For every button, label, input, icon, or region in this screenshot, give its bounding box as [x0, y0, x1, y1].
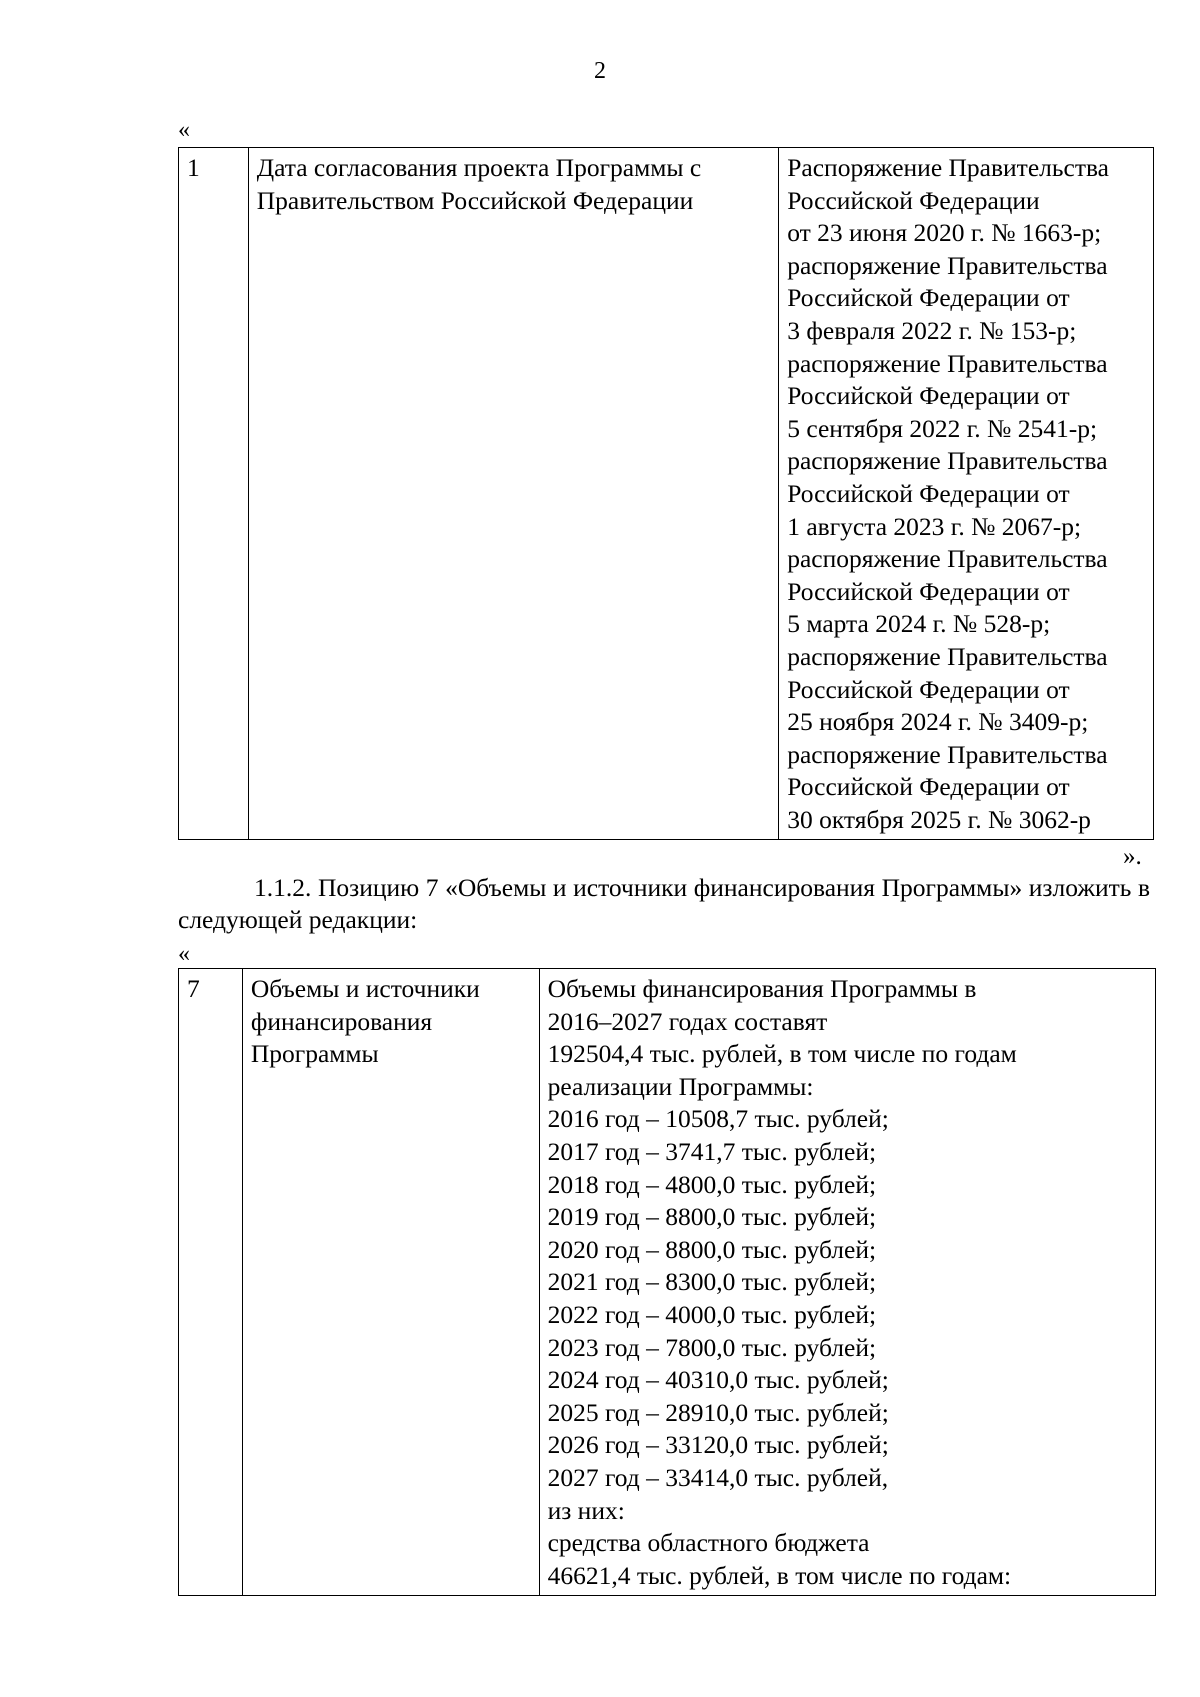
text-line: Российской Федерации от — [787, 478, 1070, 508]
text-line: 2020 год – 8800,0 тыс. рублей; — [547, 1234, 877, 1264]
text-line: Российской Федерации от — [787, 381, 1070, 411]
text-line: 2026 год – 33120,0 тыс. рублей; — [547, 1430, 889, 1460]
text-line: Распоряжение Правительства — [787, 153, 1109, 182]
table-row — [179, 148, 1154, 840]
text-line: Объемы и источники — [250, 974, 480, 1003]
text-line: Дата согласования проекта Программы с — [256, 153, 702, 182]
text-line: Российской Федерации от — [787, 576, 1070, 606]
text-line: 30 октября 2025 г. № 3062-р — [787, 804, 1091, 834]
text-line: распоряжение Правительства — [787, 641, 1108, 671]
text-line: из них: — [547, 1495, 625, 1525]
text-line: финансирования — [250, 1006, 433, 1036]
page-number: 2 — [594, 58, 606, 84]
position-number: 7 — [179, 969, 243, 1596]
text-line: 5 сентября 2022 г. № 2541-р; — [787, 413, 1098, 443]
text-line: реализации Программы: — [547, 1071, 814, 1101]
amendment-paragraph: 1.1.2. Позицию 7 «Объемы и источники финансирования Программы» изложить в следующей редакции: — [178, 873, 1150, 934]
text-line: 2018 год – 4800,0 тыс. рублей; — [547, 1169, 877, 1199]
text-line: Российской Федерации от — [787, 674, 1070, 704]
text-line: 5 марта 2024 г. № 528-р; — [787, 609, 1051, 639]
text-line: 46621,4 тыс. рублей, в том числе по годам: — [547, 1560, 1012, 1590]
text-line: Объемы финансирования Программы в — [547, 974, 977, 1003]
text-line: Российской Федерации от — [787, 772, 1070, 802]
text-line: 2024 год – 40310,0 тыс. рублей; — [547, 1365, 889, 1395]
text-line: 2019 год – 8800,0 тыс. рублей; — [547, 1202, 877, 1232]
text-line: 3 февраля 2022 г. № 153-р; — [787, 315, 1077, 345]
text-line: 192504,4 тыс. рублей, в том числе по годам — [547, 1039, 1017, 1069]
position-name — [248, 148, 779, 840]
position-value — [539, 969, 1155, 1596]
text-line: распоряжение Правительства — [787, 250, 1108, 280]
text-line: от 23 июня 2020 г. № 1663-р; — [787, 218, 1102, 248]
text-line: 25 ноября 2024 г. № 3409-р; — [787, 707, 1089, 737]
table-row — [179, 969, 1156, 1596]
text-line: Правительством Российской Федерации — [256, 185, 694, 215]
text-line: распоряжение Правительства — [787, 348, 1108, 378]
text-line: 2017 год – 3741,7 тыс. рублей; — [547, 1136, 877, 1166]
text-line: 2023 год – 7800,0 тыс. рублей; — [547, 1332, 877, 1362]
position-value — [779, 148, 1154, 840]
text-line: 2021 год – 8300,0 тыс. рублей; — [547, 1267, 877, 1297]
text-line: 2022 год – 4000,0 тыс. рублей; — [547, 1299, 877, 1329]
text-line: 2016–2027 годах составят — [547, 1006, 828, 1036]
text-line: Российской Федерации от — [787, 283, 1070, 313]
text-line: распоряжение Правительства — [787, 739, 1108, 769]
text-line: 2025 год – 28910,0 тыс. рублей; — [547, 1397, 889, 1427]
opening-quote-1: « — [178, 117, 190, 143]
text-line: 1 августа 2023 г. № 2067-р; — [787, 511, 1082, 541]
text-line: Российской Федерации — [787, 185, 1040, 215]
closing-quote: ». — [1123, 843, 1142, 870]
position-name — [242, 969, 539, 1596]
text-line: 2016 год – 10508,7 тыс. рублей; — [547, 1104, 889, 1134]
opening-quote-2: « — [178, 941, 190, 967]
program-table-position-7 — [178, 968, 1156, 1596]
text-line: средства областного бюджета — [547, 1528, 870, 1558]
position-number: 1 — [179, 148, 249, 840]
text-line: 2027 год – 33414,0 тыс. рублей, — [547, 1462, 889, 1492]
text-line: распоряжение Правительства — [787, 544, 1108, 574]
text-line: Программы — [250, 1039, 379, 1069]
text-line: распоряжение Правительства — [787, 446, 1108, 476]
program-table-position-1 — [178, 147, 1154, 840]
